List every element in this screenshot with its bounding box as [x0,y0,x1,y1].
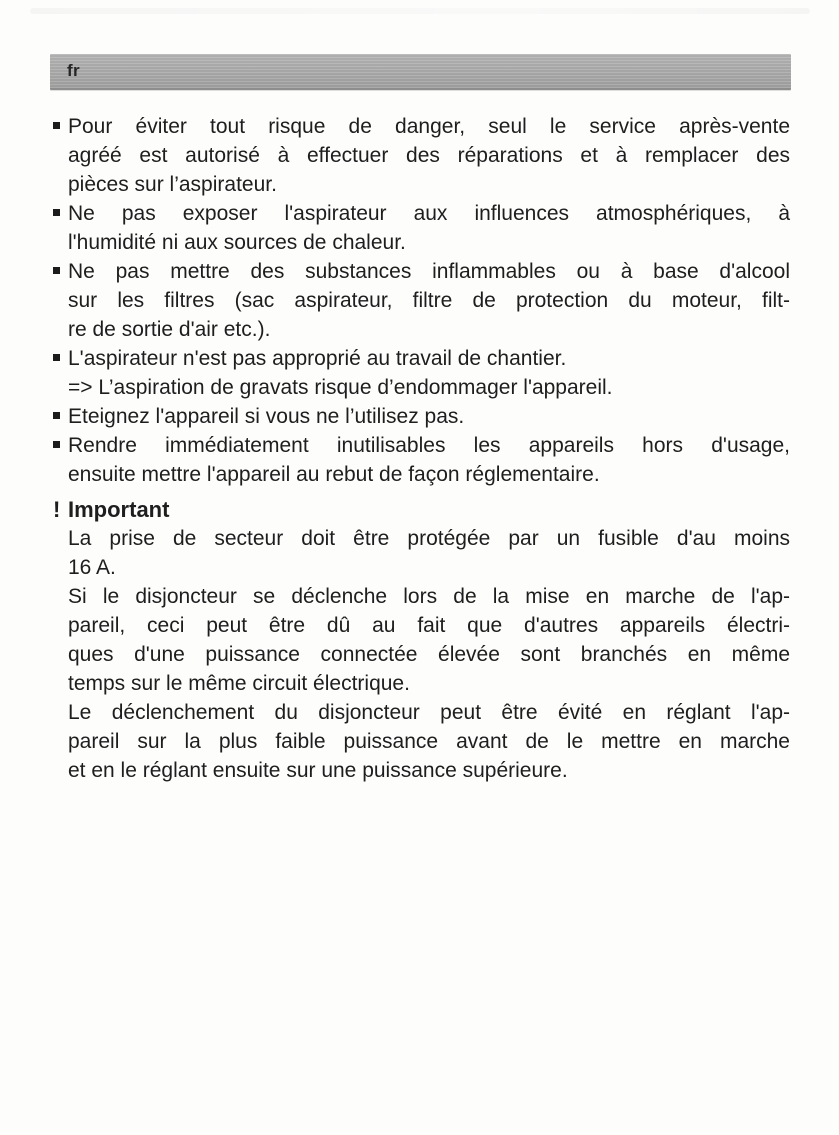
text-line: ensuite mettre l'appareil au rebut de façon réglementaire. [68,463,600,486]
page-content [53,112,790,785]
text-line: Ne pas mettre des substances inflammables ou à base d'alcool [68,260,790,283]
safety-bullet-list [53,112,790,489]
bullet-item [53,344,790,402]
language-code-label: fr [67,61,80,80]
square-bullet-icon [53,412,60,419]
text-line: Le déclenchement du disjoncteur peut être évité en réglant l'ap- [68,701,790,724]
bullet-text [68,431,790,489]
bullet-text [68,344,790,402]
text-line: re de sortie d'air etc.). [68,318,271,341]
square-bullet-icon [53,122,60,129]
text-line: La prise de secteur doit être protégée par un fusible d'au moins [68,527,790,550]
text-line: L'aspirateur n'est pas approprié au travail de chantier. [68,347,567,370]
text-line: => L’aspiration de gravats risque d’endommager l'appareil. [68,376,613,399]
text-line: l'humidité ni aux sources de chaleur. [68,231,406,254]
text-line: temps sur le même circuit électrique. [68,672,410,695]
bullet-item [53,402,790,431]
text-line: pareil sur la plus faible puissance avant de le mettre en marche [68,730,790,753]
bullet-item [53,112,790,199]
text-line: Pour éviter tout risque de danger, seul le service après-vente [68,115,790,138]
bullet-text [68,402,790,431]
important-paragraphs [53,524,790,785]
bullet-text [68,112,790,199]
important-title: Important [68,497,170,522]
bullet-item [53,257,790,344]
bullet-text [68,257,790,344]
scan-artifact [30,8,810,14]
bullet-item [53,199,790,257]
text-line: sur les filtres (sac aspirateur, filtre de protection du moteur, filt- [68,289,790,312]
text-line: pareil, ceci peut être dû au fait que d'autres appareils électri- [68,614,790,637]
bullet-text [68,199,790,257]
important-paragraph [68,582,790,698]
important-heading [53,495,790,524]
important-section [53,495,790,785]
bullet-item [53,431,790,489]
square-bullet-icon [53,441,60,448]
square-bullet-icon [53,209,60,216]
text-line: Rendre immédiatement inutilisables les appareils hors d'usage, [68,434,790,457]
text-line: Si le disjoncteur se déclenche lors de la mise en marche de l'ap- [68,585,790,608]
text-line: pièces sur l’aspirateur. [68,173,277,196]
important-exclamation-marker: ! [53,497,61,522]
text-line: Eteignez l'appareil si vous ne l’utilisez pas. [68,405,465,428]
square-bullet-icon [53,267,60,274]
text-line: Ne pas exposer l'aspirateur aux influences atmosphériques, à [68,202,790,225]
text-line: agréé est autorisé à effectuer des réparations et à remplacer des [68,144,790,167]
language-header-bar [50,54,791,90]
important-paragraph [68,698,790,785]
square-bullet-icon [53,354,60,361]
text-line: ques d'une puissance connectée élevée sont branchés en même [68,643,790,666]
text-line: 16 A. [68,556,116,579]
important-paragraph [68,524,790,582]
text-line: et en le réglant ensuite sur une puissance supérieure. [68,759,568,782]
